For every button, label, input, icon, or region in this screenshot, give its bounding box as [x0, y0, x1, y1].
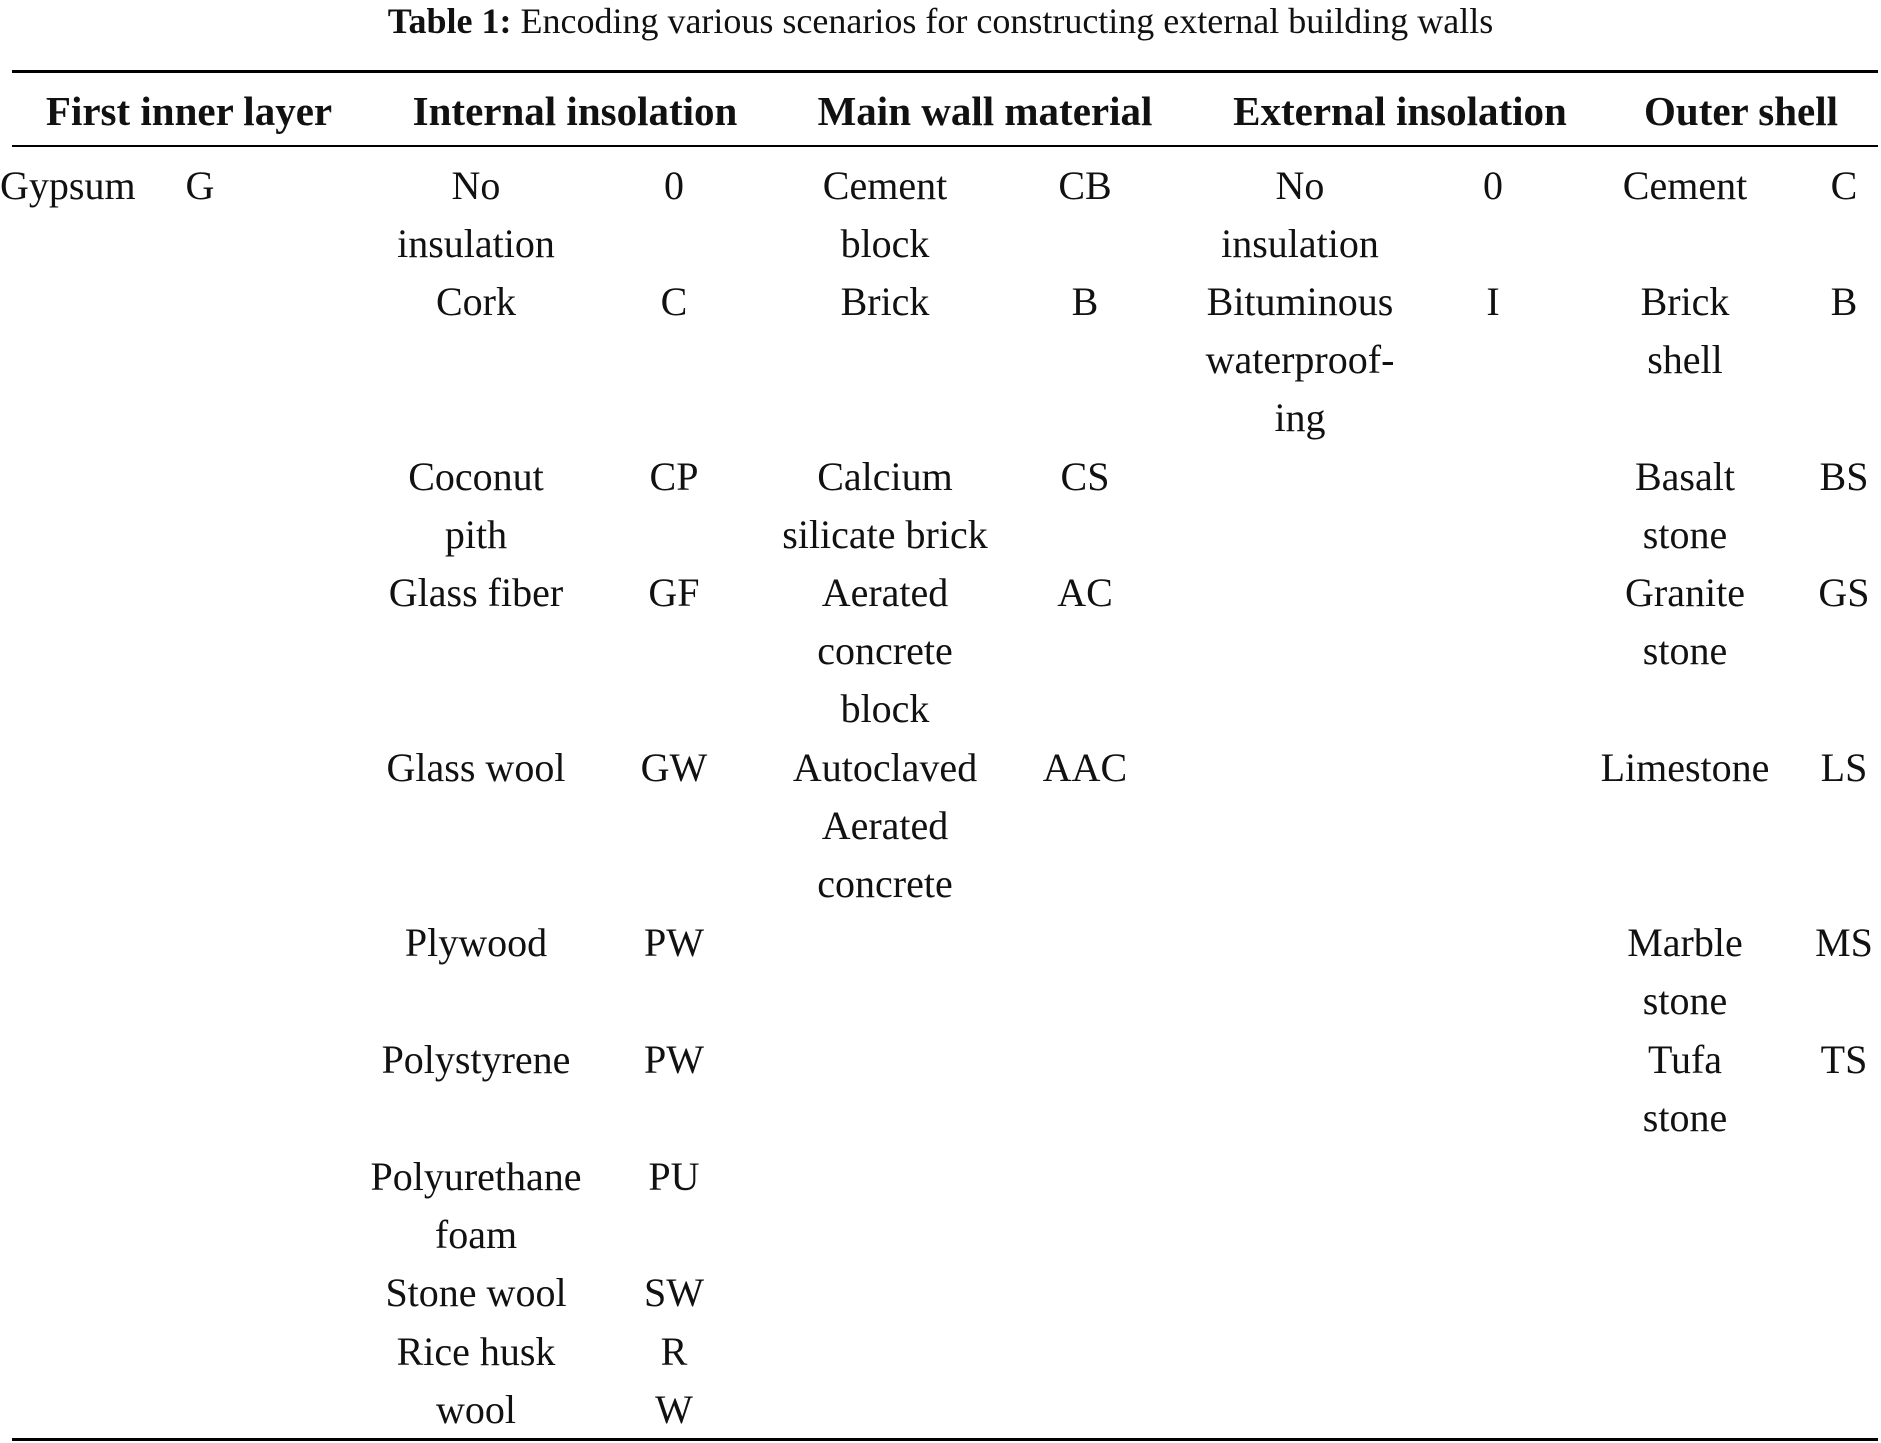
- internal-insolation-name-cell: No insulation: [397, 163, 555, 266]
- outer-shell-code-cell: LS: [1820, 745, 1868, 790]
- header-internal-insolation: Internal insolation: [412, 88, 738, 134]
- table-caption: [0, 0, 1881, 42]
- main-wall-material-name-cell: Aerated concrete block: [817, 570, 953, 731]
- internal-insolation-code-cell: CP: [649, 454, 699, 499]
- outer-shell-name-cell: Brick shell: [1640, 279, 1730, 382]
- outer-shell-name-cell: Limestone: [1600, 745, 1770, 790]
- internal-insolation-code-cell: PW: [644, 920, 704, 965]
- internal-insolation-name-cell: Coconut pith: [408, 454, 544, 557]
- outer-shell-name-cell: Basalt stone: [1635, 454, 1735, 557]
- main-wall-material-name-cell: Autoclaved Aerated concrete: [792, 745, 978, 906]
- external-insolation-name-cell: No insulation: [1221, 163, 1379, 266]
- outer-shell-code-cell: B: [1830, 279, 1858, 324]
- main-wall-material-code-cell: CS: [1060, 454, 1110, 499]
- internal-insolation-code-cell: 0: [664, 163, 684, 208]
- internal-insolation-code-cell: GF: [648, 570, 700, 615]
- internal-insolation-code-cell: GW: [640, 745, 708, 790]
- first-inner-layer-code-cell: G: [185, 163, 215, 208]
- internal-insolation-name-cell: Polystyrene: [381, 1037, 571, 1082]
- internal-insolation-code-cell: PU: [648, 1154, 700, 1199]
- internal-insolation-code-cell: R: [660, 1329, 688, 1374]
- internal-insolation-name-cell: Rice husk: [396, 1329, 556, 1374]
- table-top-rule: [12, 70, 1878, 73]
- header-external-insolation: External insolation: [1233, 88, 1567, 134]
- internal-insolation-name-cell: Stone wool: [385, 1270, 567, 1315]
- internal-insolation-name-cell: Cork: [436, 279, 516, 324]
- internal-insolation-code-cell: C: [660, 279, 688, 324]
- internal-insolation-code-cell: W: [655, 1387, 693, 1432]
- header-main-wall-material: Main wall material: [817, 88, 1153, 134]
- internal-insolation-name-cell: Polyurethane foam: [370, 1154, 582, 1257]
- outer-shell-name-cell: Cement: [1622, 163, 1748, 208]
- main-wall-material-name-cell: Brick: [840, 279, 930, 324]
- main-wall-material-code-cell: AC: [1057, 570, 1113, 615]
- main-wall-material-code-cell: B: [1071, 279, 1099, 324]
- outer-shell-name-cell: Marble stone: [1627, 920, 1743, 1023]
- external-insolation-code-cell: I: [1486, 279, 1500, 324]
- outer-shell-code-cell: TS: [1820, 1037, 1868, 1082]
- main-wall-material-name-cell: Calcium silicate brick: [782, 454, 988, 557]
- first-inner-layer-name-cell: Gypsum: [0, 163, 136, 208]
- caption-label: Table 1:: [387, 1, 512, 41]
- external-insolation-code-cell: 0: [1483, 163, 1503, 208]
- main-wall-material-name-cell: Cement block: [822, 163, 948, 266]
- outer-shell-code-cell: MS: [1815, 920, 1873, 965]
- main-wall-material-code-cell: CB: [1058, 163, 1112, 208]
- table-header-rule: [12, 145, 1878, 147]
- outer-shell-code-cell: C: [1830, 163, 1858, 208]
- main-wall-material-code-cell: AAC: [1042, 745, 1128, 790]
- internal-insolation-name-cell: Plywood: [404, 920, 548, 965]
- internal-insolation-name-cell: wool: [436, 1387, 516, 1432]
- outer-shell-code-cell: GS: [1818, 570, 1870, 615]
- external-insolation-name-cell: Bituminous waterproof- ing: [1205, 279, 1395, 440]
- outer-shell-code-cell: BS: [1819, 454, 1869, 499]
- header-first-inner-layer: First inner layer: [45, 88, 333, 134]
- outer-shell-name-cell: Tufa stone: [1642, 1037, 1728, 1140]
- internal-insolation-code-cell: PW: [644, 1037, 704, 1082]
- internal-insolation-code-cell: SW: [644, 1270, 704, 1315]
- header-outer-shell: Outer shell: [1644, 88, 1838, 134]
- outer-shell-name-cell: Granite stone: [1625, 570, 1745, 673]
- internal-insolation-name-cell: Glass wool: [386, 745, 566, 790]
- table-bottom-rule: [12, 1438, 1878, 1441]
- internal-insolation-name-cell: Glass fiber: [388, 570, 564, 615]
- caption-text: Encoding various scenarios for constructing external building walls: [520, 1, 1494, 41]
